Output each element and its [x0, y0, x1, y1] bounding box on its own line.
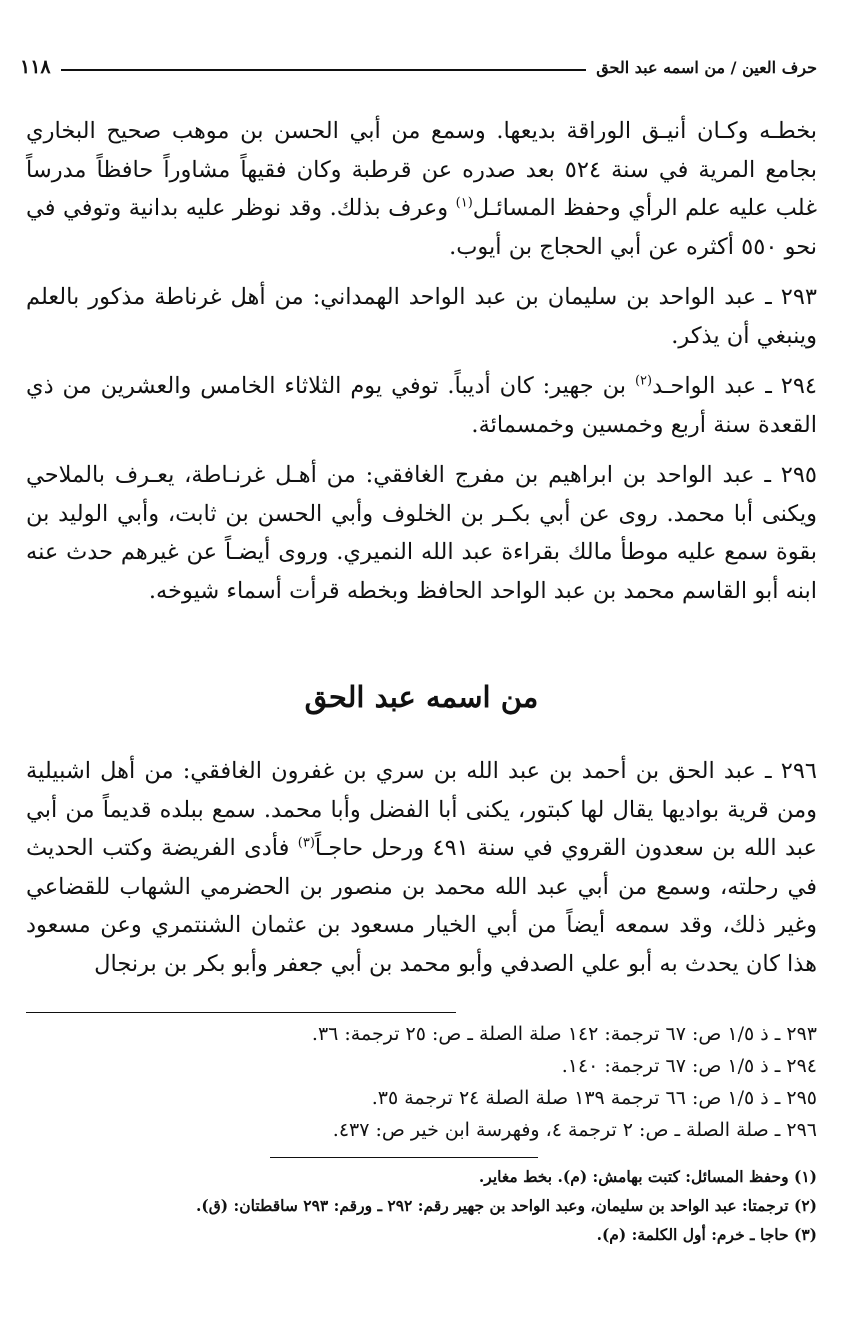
- references-rule: [26, 1012, 456, 1013]
- header-rule: [61, 69, 587, 71]
- text-run: ٢٩٥ ـ عبد الواحد بن ابراهيم بن مفرج الغافقي: من أهـل غرنـاطة، يعـرف بالملاحي ويكنى أبا محمد. روى عن أبي بكـر بن الخلوف وأبي الحسن بن ثابت، وأبي الوليد بن بقوة سمع عليه موطأ مالك بقراءة عبد الله النميري. وروى أيضـاً عن غيرهم حدث عنه ابنه أبو القاسم محمد بن عبد الواحد الحافظ وبخطه قرأت أسماء شيوخه.: [26, 462, 817, 604]
- text-run: بن جهير: كان أديباً. توفي يوم الثلاثاء الخامس والعشرين من ذي القعدة سنة أربع وخمسين وخمسمائة.: [26, 373, 817, 438]
- footnotes-list: [26, 1162, 817, 1249]
- footnote-1: (١) وحفظ المسائل: كتبت بهامش: (م). بخط مغاير.: [478, 1167, 817, 1186]
- entry-296: [26, 752, 817, 983]
- running-title: حرف العين / من اسمه عبد الحق: [596, 57, 817, 77]
- text-run: ٢٩٣ ـ عبد الواحد بن سليمان بن عبد الواحد الهمداني: من أهل غرناطة مذكور بالعلم وينبغي أن يذكر.: [26, 284, 817, 349]
- paragraph-continuation: [26, 112, 817, 266]
- main-text: [26, 112, 817, 622]
- entry-293: [26, 278, 817, 355]
- text-run: ٢٩٦ ـ عبد الحق بن أحمد بن عبد الله بن سري بن غفرون الغافقي: من أهل اشبيلية ومن قرية بواديها يقال لها كبتور، يكنى أبا الفضل وأبا محمد. سمع ببلده قديماً من أبي عبد الله بن سعدون القروي في سنة ٤٩١ ورحل حاجـاً: [26, 758, 817, 861]
- footnote-3: (٣) حاجا ـ خرم: أول الكلمة: (م).: [596, 1225, 817, 1244]
- reference-293: ٢٩٣ ـ ذ ١/٥ ص: ٦٧ ترجمة: ١٤٢ صلة الصلة ـ ص: ٢٥ ترجمة: ٣٦.: [311, 1023, 817, 1045]
- footnotes-rule: [270, 1157, 538, 1158]
- reference-294: ٢٩٤ ـ ذ ١/٥ ص: ٦٧ ترجمة: ١٤٠.: [561, 1055, 817, 1077]
- footnote-2: (٢) ترجمتا: عبد الواحد بن سليمان، وعبد الواحد بن جهير رقم: ٢٩٢ ـ ورقم: ٢٩٣ ساقطتان: (ق).: [196, 1196, 817, 1215]
- section-title: من اسمه عبد الحق: [304, 680, 539, 714]
- text-run: فأدى الفريضة وكتب الحديث في رحلته، وسمع من أبي عبد الله محمد بن منصور بن الحضرمي الشهاب للقضاعي وغير ذلك، وقد سمعه أيضاً من أبي الخيار مسعود بن عثمان الشنتمري وعن مسعود هذا كان يحدث به أبو علي الصدفي وأبو محمد بن أبي جعفر وأبو بكر بن برنجال: [26, 835, 817, 977]
- reference-295: ٢٩٥ ـ ذ ١/٥ ص: ٦٦ ترجمة ١٣٩ صلة الصلة ٢٤ ترجمة ٣٥.: [371, 1087, 817, 1109]
- footnote-marker: (٢): [634, 373, 653, 389]
- text-run: وعرف بذلك. وقد نوظر عليه بدانية وتوفي في نحو ٥٥٠ أكثره عن أبي الحجاج بن أيوب.: [26, 195, 817, 260]
- references-list: [26, 1018, 817, 1146]
- text-run: ٢٩٤ ـ عبد الواحـد: [652, 373, 818, 399]
- page-number: ١١٨: [20, 56, 51, 78]
- running-head: [20, 52, 817, 82]
- reference-296: ٢٩٦ ـ صلة الصلة ـ ص: ٢ ترجمة ٤، وفهرسة ابن خير ص: ٤٣٧.: [332, 1119, 817, 1141]
- footnote-marker: (١): [455, 195, 473, 211]
- text-run: بخطـه وكـان أنيـق الوراقة بديعها. وسمع من أبي الحسن بن موهب صحيح البخاري بجامع المرية في سنة ٥٢٤ بعد صدره عن قرطبة وكان فقيهاً مشاوراً حافظاً مدرساً غلب عليه علم الرأي وحفظ المسائـل: [26, 118, 817, 221]
- entry-294: [26, 367, 817, 444]
- footnote-marker: (٣): [297, 835, 315, 851]
- entry-295: [26, 456, 817, 610]
